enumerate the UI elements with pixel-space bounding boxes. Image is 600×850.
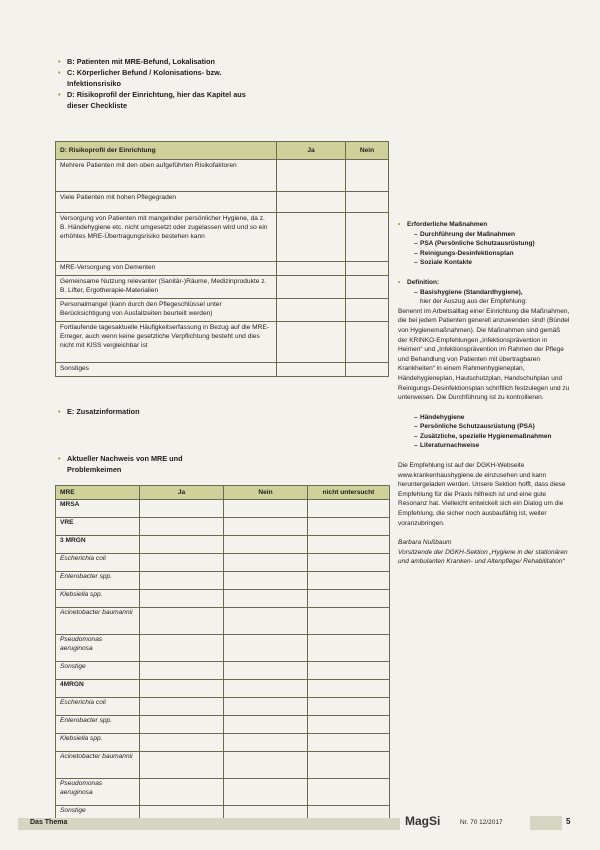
footer-box <box>530 816 562 830</box>
nein-cell[interactable] <box>224 698 308 716</box>
ja-cell[interactable] <box>140 518 224 536</box>
ja-cell[interactable] <box>140 590 224 608</box>
table-row <box>56 572 390 590</box>
table-row <box>56 299 389 322</box>
ja-cell[interactable] <box>277 363 346 377</box>
nein-cell[interactable] <box>346 192 389 213</box>
table-row <box>56 500 390 518</box>
nicht-untersucht-cell[interactable] <box>308 698 390 716</box>
nein-cell[interactable] <box>224 572 308 590</box>
nicht-untersucht-cell[interactable] <box>308 635 390 662</box>
list-item: – Zusätzliche, spezielle Hygienemaßnahmen <box>414 432 570 442</box>
measures-heading: • Erforderliche Maßnahmen <box>398 220 570 230</box>
closing-paragraph: Die Empfehlung ist auf der DGKH-Webseite www.krankenhaushygiene.de einzusehen und kann heruntergeladen werden. Unsere Sektion hofft, dass diese Empfehlung für die Praxis hilfreich ist und eine gute Resonanz hat. Vielleicht entwickelt sich ein Dialog um die Empfehlung, die sicher noch ausbaufähig ist, weiter voranzubringen. <box>398 462 566 527</box>
nicht-untersucht-cell[interactable] <box>308 734 390 752</box>
table-row <box>56 322 389 363</box>
ja-cell[interactable] <box>140 662 224 680</box>
ja-cell[interactable] <box>277 276 346 299</box>
mre-header-mre: MRE <box>56 486 140 500</box>
list-item: – Durchführung der Maßnahmen <box>414 230 570 240</box>
mre-row-label: Escherichia coli <box>56 554 140 572</box>
table-row <box>56 608 390 635</box>
basis-heading: – Basishygiene (Standardhygiene), <box>414 288 570 298</box>
mre-row-label: MRSA <box>56 500 140 518</box>
table-row <box>56 716 390 734</box>
nein-cell[interactable] <box>224 779 308 806</box>
footer-bar <box>18 818 400 830</box>
risk-row-label: Mehrere Patienten mit den oben aufgeführten Risikofaktoren <box>56 160 277 192</box>
mre-table <box>55 485 390 824</box>
ja-cell[interactable] <box>140 734 224 752</box>
mre-row-label: Acinetobacter baumannii <box>56 752 140 779</box>
table-row <box>56 363 389 377</box>
basis-note: hier der Auszug aus der Empfehlung: <box>420 298 527 306</box>
page-number: 5 <box>566 817 571 826</box>
nein-cell[interactable] <box>346 322 389 363</box>
author-name: Barbara Nußbaum <box>398 539 452 547</box>
definition-paragraph: Benennt im Arbeitsalltag einer Einrichtung die Maßnahmen, die bei jedem Patienten generell anzuwenden sind! (Bündel von Hygienemaßnahmen). Die Maßnahmen sind gemäß der KRINKO-Empfehlungen „Infektionsprävention in Heimen“ und „Infektionsprävention im Rahmen der Pflege und Behandlung von Patienten mit übertragbaren Krankheiten“ in einem Rahmenhygieneplan, Händehygieneplan, Hautschutzplan, Handschuhplan und Reinigungs-Desinfektionsplan schriftlich festzulegen und zu unterweisen. Die Durchführung ist zu kontrollieren. <box>398 307 570 402</box>
nein-cell[interactable] <box>346 276 389 299</box>
table-row <box>56 662 390 680</box>
risk-row-label: Viele Patienten mit hohen Pflegegraden <box>56 192 277 213</box>
mre-header-nein: Nein <box>224 486 308 500</box>
risk-header-nein: Nein <box>346 142 389 160</box>
nein-cell[interactable] <box>224 518 308 536</box>
mre-row-label: Escherichia coli <box>56 698 140 716</box>
mre-row-label: Enterobacter spp. <box>56 716 140 734</box>
list-item: – Persönliche Schutzausrüstung (PSA) <box>414 422 570 432</box>
table-row <box>56 536 390 554</box>
nein-cell[interactable] <box>224 608 308 635</box>
nicht-untersucht-cell[interactable] <box>308 680 390 698</box>
mre-row-label: Pseudomonas aeruginosa <box>56 635 140 662</box>
list-item: – Reinigungs-Desinfektionsplan <box>414 249 570 259</box>
risk-row-label: Gemeinsame Nutzung relevanter (Sanitär-)Räume, Medizinprodukte z. B. Lifter, Ergotherapie-Materialien <box>56 276 277 299</box>
table-row <box>56 192 389 213</box>
nicht-untersucht-cell[interactable] <box>308 518 390 536</box>
intro-list <box>58 56 248 111</box>
ja-cell[interactable] <box>277 160 346 192</box>
mre-row-label: Acinetobacter baumannii <box>56 608 140 635</box>
right-column <box>398 220 570 567</box>
ja-cell[interactable] <box>140 608 224 635</box>
ja-cell[interactable] <box>140 698 224 716</box>
table-row <box>56 590 390 608</box>
nein-cell[interactable] <box>224 680 308 698</box>
ja-cell[interactable] <box>140 572 224 590</box>
nicht-untersucht-cell[interactable] <box>308 554 390 572</box>
table-row <box>56 698 390 716</box>
nicht-untersucht-cell[interactable] <box>308 536 390 554</box>
ja-cell[interactable] <box>140 554 224 572</box>
table-row <box>56 635 390 662</box>
nicht-untersucht-cell[interactable] <box>308 572 390 590</box>
nein-cell[interactable] <box>346 160 389 192</box>
ja-cell[interactable] <box>140 716 224 734</box>
mre-row-label: 4MRGN <box>56 680 140 698</box>
mre-row-label: Klebsiella spp. <box>56 734 140 752</box>
list-item: – PSA (Persönliche Schutzausrüstung) <box>414 239 570 249</box>
ja-cell[interactable] <box>140 635 224 662</box>
ja-cell[interactable] <box>277 213 346 262</box>
magazine-logo: MagSi <box>405 814 441 828</box>
nicht-untersucht-cell[interactable] <box>308 590 390 608</box>
risk-row-label: Sonstiges <box>56 363 277 377</box>
hygiene-list <box>398 413 570 451</box>
list-item: – Literaturnachweise <box>414 441 570 451</box>
nicht-untersucht-cell[interactable] <box>308 608 390 635</box>
nein-cell[interactable] <box>346 299 389 322</box>
table-row <box>56 752 390 779</box>
ja-cell[interactable] <box>140 779 224 806</box>
risk-header-title: D: Risikoprofil der Einrichtung <box>56 142 277 160</box>
risk-header-ja: Ja <box>277 142 346 160</box>
mre-row-label: Sonstige <box>56 662 140 680</box>
ja-cell[interactable] <box>140 680 224 698</box>
list-item: – Händehygiene <box>414 413 570 423</box>
table-row <box>56 276 389 299</box>
mre-row-label: Enterobacter spp. <box>56 572 140 590</box>
nein-cell[interactable] <box>224 554 308 572</box>
table-row <box>56 779 390 806</box>
risk-row-label: Versorgung von Patienten mit mangelnder persönlicher Hygiene, da z. B. Händehygiene etc. nicht umgesetzt oder zugelassen wird und so ein erhöhtes MRE-Übertragungsrisiko bestehen kann <box>56 213 277 262</box>
issue-label: Nr. 70 12/2017 <box>460 819 503 826</box>
nicht-untersucht-cell[interactable] <box>308 752 390 779</box>
nein-cell[interactable] <box>224 752 308 779</box>
intro-item-b: • B: Patienten mit MRE-Befund, Lokalisation <box>58 56 248 67</box>
section-e-heading: • E: Zusatzinformation <box>58 406 267 417</box>
table-row <box>56 734 390 752</box>
nein-cell[interactable] <box>346 363 389 377</box>
mre-header-ja: Ja <box>140 486 224 500</box>
nicht-untersucht-cell[interactable] <box>308 716 390 734</box>
list-item: – Soziale Kontakte <box>414 258 570 268</box>
mre-row-label: VRE <box>56 518 140 536</box>
footer-section-label: Das Thema <box>30 819 68 826</box>
intro-item-d: • D: Risikoprofil der Einrichtung, hier das Kapitel aus dieser Checkliste <box>58 89 248 111</box>
nein-cell[interactable] <box>224 500 308 518</box>
nein-cell[interactable] <box>224 662 308 680</box>
nein-cell[interactable] <box>224 590 308 608</box>
mre-row-label: Klebsiella spp. <box>56 590 140 608</box>
ja-cell[interactable] <box>277 192 346 213</box>
nein-cell[interactable] <box>346 213 389 262</box>
risk-row-label: MRE-Versorgung von Dementen <box>56 262 277 276</box>
risk-row-label: Fortlaufende tagesaktuelle Häufigkeitserfassung in Bezug auf die MRE-Erreger, auch wenn keine gesetzliche Verpflichtung besteht und dies nicht mit KISS vergleichbar ist <box>56 322 277 363</box>
ja-cell[interactable] <box>277 262 346 276</box>
table-row <box>56 262 389 276</box>
author-role: Vorsitzende der DGKH-Sektion „Hygiene in der stationären und ambulanten Kranken- und Altenpflege/ Rehabilitation“ <box>398 548 568 566</box>
measures-list <box>398 230 570 268</box>
nein-cell[interactable] <box>224 716 308 734</box>
nein-cell[interactable] <box>346 262 389 276</box>
mre-row-label: 3 MRGN <box>56 536 140 554</box>
ja-cell[interactable] <box>140 500 224 518</box>
table-row <box>56 554 390 572</box>
risk-table-header <box>56 142 389 160</box>
section-mre-heading: • Aktueller Nachweis von MRE und Problemkeimen <box>58 453 227 475</box>
ja-cell[interactable] <box>277 322 346 363</box>
ja-cell[interactable] <box>140 536 224 554</box>
risk-row-label: Personalmangel (kann durch den Pflegeschlüssel unter Berücksichtigung von Ausfallzeiten beurteilt werden) <box>56 299 277 322</box>
nein-cell[interactable] <box>224 635 308 662</box>
intro-item-c: • C: Körperlicher Befund / Kolonisations- bzw. Infektionsrisiko <box>58 67 248 89</box>
nicht-untersucht-cell[interactable] <box>308 779 390 806</box>
mre-header-nicht-untersucht: nicht untersucht <box>308 486 390 500</box>
mre-row-label: Sonstige <box>56 806 140 824</box>
table-row <box>56 213 389 262</box>
table-row <box>56 680 390 698</box>
mre-row-label: Pseudomonas aeruginosa <box>56 779 140 806</box>
page-footer <box>0 808 600 832</box>
mre-table-header <box>56 486 390 500</box>
ja-cell[interactable] <box>277 299 346 322</box>
nicht-untersucht-cell[interactable] <box>308 662 390 680</box>
table-row <box>56 518 390 536</box>
definition-heading: • Definition: <box>398 278 570 288</box>
risk-profile-table <box>55 141 389 377</box>
nein-cell[interactable] <box>224 734 308 752</box>
table-row <box>56 160 389 192</box>
nicht-untersucht-cell[interactable] <box>308 500 390 518</box>
basis-list <box>398 288 570 298</box>
nein-cell[interactable] <box>224 536 308 554</box>
ja-cell[interactable] <box>140 752 224 779</box>
